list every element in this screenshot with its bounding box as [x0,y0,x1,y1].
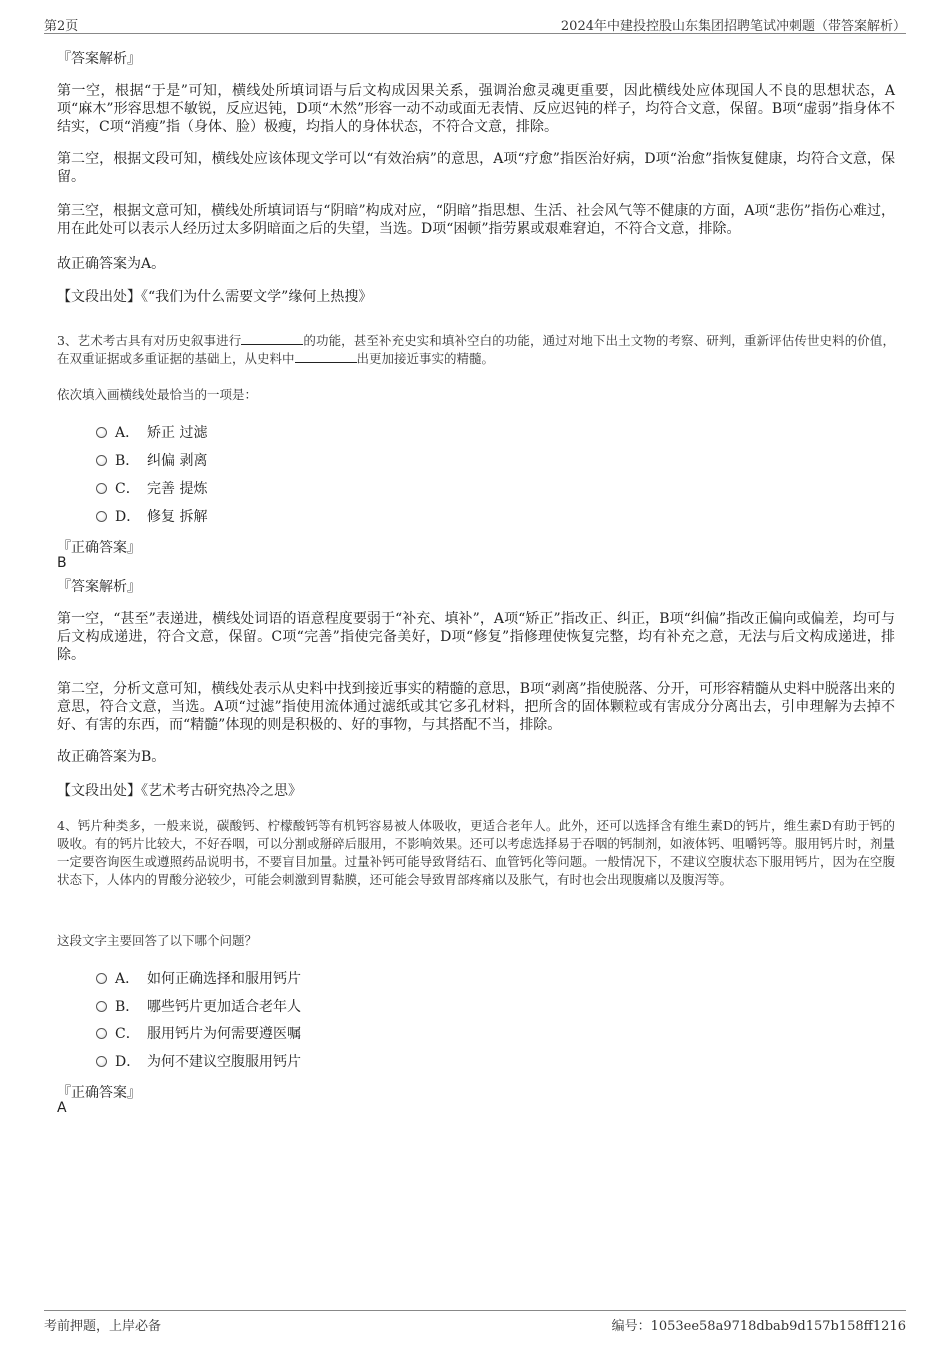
radio-icon[interactable] [96,1001,107,1012]
radio-icon[interactable] [96,483,107,494]
q3-option-a[interactable]: A． 矫正 过滤 [96,422,207,442]
q3-answer-label: 『正确答案』 [57,540,141,556]
radio-icon[interactable] [96,973,107,984]
page-number: 第2页 [44,19,79,34]
q4-answer: A [57,1100,67,1116]
q2-source: 【文段出处】《“我们为什么需要文学”缘何上热搜》 [57,289,373,305]
radio-icon[interactable] [96,427,107,438]
radio-icon[interactable] [96,1028,107,1039]
q4-answer-label: 『正确答案』 [57,1085,141,1101]
footer-slogan: 考前押题，上岸必备 [44,1319,162,1334]
q4-stem: 4、钙片种类多，一般来说，碳酸钙、柠檬酸钙等有机钙容易被人体吸收，更适合老年人。此外，还可以选择含有维生素D的钙片，维生素D有助于钙的吸收。有的钙片比较大，不好吞咽，可以分割或掰碎后服用，不影响效果。还可以考虑选择易于吞咽的钙制剂，如液体钙、咀嚼钙等。服用钙片时，剂量一定要咨询医生或遵照药品说明书，不要盲目加量。过量补钙可能导致肾结石、血管钙化等问题。一般情况下，不建议空腹状态下服用钙片，因为在空腹状态下，人体内的胃酸分泌较少，可能会刺激到胃黏膜，还可能会导致胃部疼痛以及胀气，有时也会出现腹痛以及腹泻等。 [57,818,895,887]
page-footer [44,1310,906,1333]
q3-stem: 3、艺术考古具有对历史叙事进行 的功能，甚至补充史实和填补空白的功能，通过对地下出土文物的考察、研判，重新评估传世史料的价值，在双重证据或多重证据的基础上，从史料中 出更加接近事实的精髓。 [57,333,895,366]
q3-analysis-p1: 第一空，“甚至”表递进，横线处词语的语意程度要弱于“补充、填补”，A项“矫正”指改正、纠正，B项“纠偏”指改正偏向或偏差，均可与后文构成递进，符合文意，保留。C项“完善”指使完备美好，D项“修复”指修理使恢复完整，均有补充之意，无法与后文构成递进，排除。 [57,611,895,663]
radio-icon[interactable] [96,511,107,522]
q3-answer: B [57,555,67,571]
q2-analysis-p3: 第三空，根据文意可知，横线处所填词语与“阴暗”构成对应，“阴暗”指思想、生活、社会风气等不健康的方面，A项“悲伤”指伤心难过，用在此处可以表示人经历过太多阴暗面之后的失望，当选。D项“困顿”指劳累或艰难窘迫，不符合文意，排除。 [57,203,895,237]
q2-analysis-label: 『答案解析』 [57,51,141,67]
document-title: 2024年中建投控股山东集团招聘笔试冲刺题（带答案解析） [560,19,906,34]
q3-option-d[interactable]: D． 修复 拆解 [96,506,207,526]
q2-conclusion: 故正确答案为A。 [57,256,166,272]
document-code: 编号：1053ee58a9718dbab9d157b158ff1216 [611,1319,906,1334]
q4-option-c[interactable]: C． 服用钙片为何需要遵医嘱 [96,1023,301,1043]
q3-conclusion: 故正确答案为B。 [57,749,166,765]
fill-blank-2 [295,350,357,363]
q3-analysis-label: 『答案解析』 [57,579,141,595]
q4-prompt: 这段文字主要回答了以下哪个问题？ [57,933,258,948]
q3-analysis-p2: 第二空，分析文意可知，横线处表示从史料中找到接近事实的精髓的意思，B项“剥离”指使脱落、分开，可形容精髓从史料中脱落出来的意思，符合文意，当选。A项“过滤”指使用流体通过滤纸或其它多孔材料，把所含的固体颗粒或有害成分分离出去，引申理解为去掉不好、有害的东西，而“精髓”体现的则是积极的、好的事物，与其搭配不当，排除。 [57,681,895,733]
radio-icon[interactable] [96,455,107,466]
q4-option-a[interactable]: A． 如何正确选择和服用钙片 [96,968,301,988]
q3-option-b[interactable]: B． 纠偏 剥离 [96,450,207,470]
fill-blank-1 [241,332,303,345]
q3-option-c[interactable]: C． 完善 提炼 [96,478,207,498]
q3-source: 【文段出处】《艺术考古研究热冷之思》 [57,783,302,799]
q2-analysis-p1: 第一空，根据“于是”可知，横线处所填词语与后文构成因果关系，强调治愈灵魂更重要，因此横线处应体现国人不良的思想状态，A项“麻木”形容思想不敏锐，反应迟钝，D项“木然”形容一动不动或面无表情、反应迟钝的样子，均符合文意，保留。B项“虚弱”指身体不结实，C项“消瘦”指（身体、脸）极瘦，均指人的身体状态，不符合文意，排除。 [57,83,895,135]
radio-icon[interactable] [96,1056,107,1067]
q2-analysis-p2: 第二空，根据文段可知，横线处应该体现文学可以“有效治病”的意思，A项“疗愈”指医治好病，D项“治愈”指恢复健康，均符合文意，保留。 [57,151,895,185]
q4-option-d[interactable]: D． 为何不建议空腹服用钙片 [96,1051,301,1071]
q4-option-b[interactable]: B． 哪些钙片更加适合老年人 [96,996,301,1016]
page-header [44,13,906,34]
q3-prompt: 依次填入画横线处最恰当的一项是： [57,387,258,402]
